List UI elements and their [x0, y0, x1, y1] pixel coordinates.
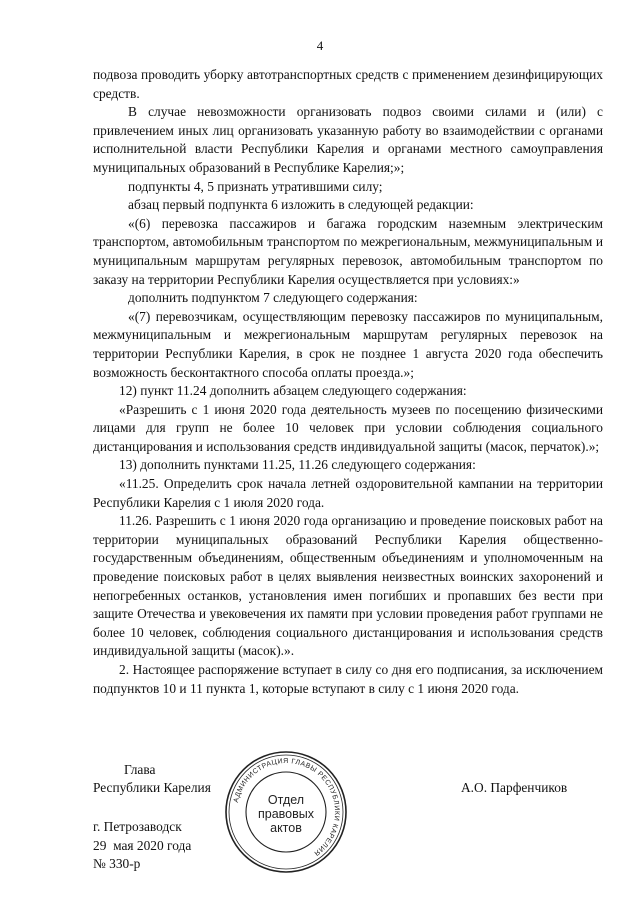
paragraph: В случае невозможности организовать подвоз своими силами и (или) с привлечением иных лиц организовать указанную работу во взаимодействии с органами исполнительной власти Республики Карелия и органами местного самоуправления муниципальных образований в Республике Карелия;»;	[93, 104, 603, 175]
signatory-name: А.О. Парфенчиков	[461, 780, 568, 795]
stamp-line-2: правовых	[258, 807, 314, 821]
document-body	[93, 66, 603, 698]
signature-block	[0, 740, 640, 905]
paragraph: «Разрешить с 1 июня 2020 года деятельность музеев по посещению физическими лицами для групп не более 10 человек при условии соблюдения социального дистанцирования и использования средств индивидуальной защиты (масок, перчаток).»;	[93, 401, 603, 454]
signatory-organization: Республики Карелия	[93, 780, 211, 795]
paragraph: 12) пункт 11.24 дополнить абзацем следующего содержания:	[119, 383, 467, 399]
stamp-line-3: актов	[270, 821, 302, 835]
paragraph: абзац первый подпункта 6 изложить в следующей редакции:	[128, 197, 474, 213]
official-stamp-icon	[222, 748, 350, 876]
document-footer	[93, 818, 191, 874]
document-number: № 330-р	[93, 856, 141, 872]
paragraph: «(6) перевозка пассажиров и багажа городским наземным электрическим транспортом, автомобильным транспортом по межрегиональным, межмуниципальным и муниципальным маршрутам регулярных перевозок, автомобильным транспортом по заказу на территории Республики Карелия осуществляется при условиях:»	[93, 215, 603, 287]
paragraph: 11.26. Разрешить с 1 июня 2020 года организацию и проведение поисковых работ на территории муниципальных образований Республики Карелия общественно-государственным объединениям, общественным объединениям и уполномоченным на проведение поисковых работ в целях выявления неизвестных воинских захоронений и непогребенных останков, установления имен погибших и пропавших без вести при защите Отечества и увековечения их памяти при условии проведения работ группами не более 10 человек, соблюдения социального дистанцирования и использования средств индивидуальной защиты (масок).».	[93, 513, 603, 659]
paragraph: 13) дополнить пунктами 11.25, 11.26 следующего содержания:	[119, 457, 476, 473]
stamp-ring-text: АДМИНИСТРАЦИЯ ГЛАВЫ РЕСПУБЛИКИ КАРЕЛИЯ	[232, 757, 341, 857]
paragraph: дополнить подпунктом 7 следующего содержания:	[128, 290, 418, 306]
paragraph: 2. Настоящее распоряжение вступает в силу со дня его подписания, за исключением подпунктов 10 и 11 пункта 1, которые вступают в силу с 1 июня 2020 года.	[93, 662, 603, 696]
paragraph: «11.25. Определить срок начала летней оздоровительной кампании на территории Республики Карелия с 1 июля 2020 года.	[93, 476, 603, 510]
paragraph: подпункты 4, 5 признать утратившими силу;	[128, 178, 383, 194]
stamp-line-1: Отдел	[267, 793, 305, 807]
paragraph: «(7) перевозчикам, осуществляющим перевозку пассажиров по муниципальным, межмуниципальным и межрегиональным маршрутам регулярных перевозок на территории Республики Карелия, в срок не позднее 1 августа 2020 года обеспечить возможность бесконтактного способа оплаты проезда.»;	[93, 308, 603, 380]
paragraph: подвоза проводить уборку автотранспортных средств с применением дезинфицирующих средств.	[93, 67, 603, 101]
signatory-title: Глава	[124, 762, 156, 777]
city: г. Петрозаводск	[93, 819, 182, 834]
document-date: 29 мая 2020 года	[93, 837, 192, 853]
page-number: 4	[316, 38, 324, 53]
